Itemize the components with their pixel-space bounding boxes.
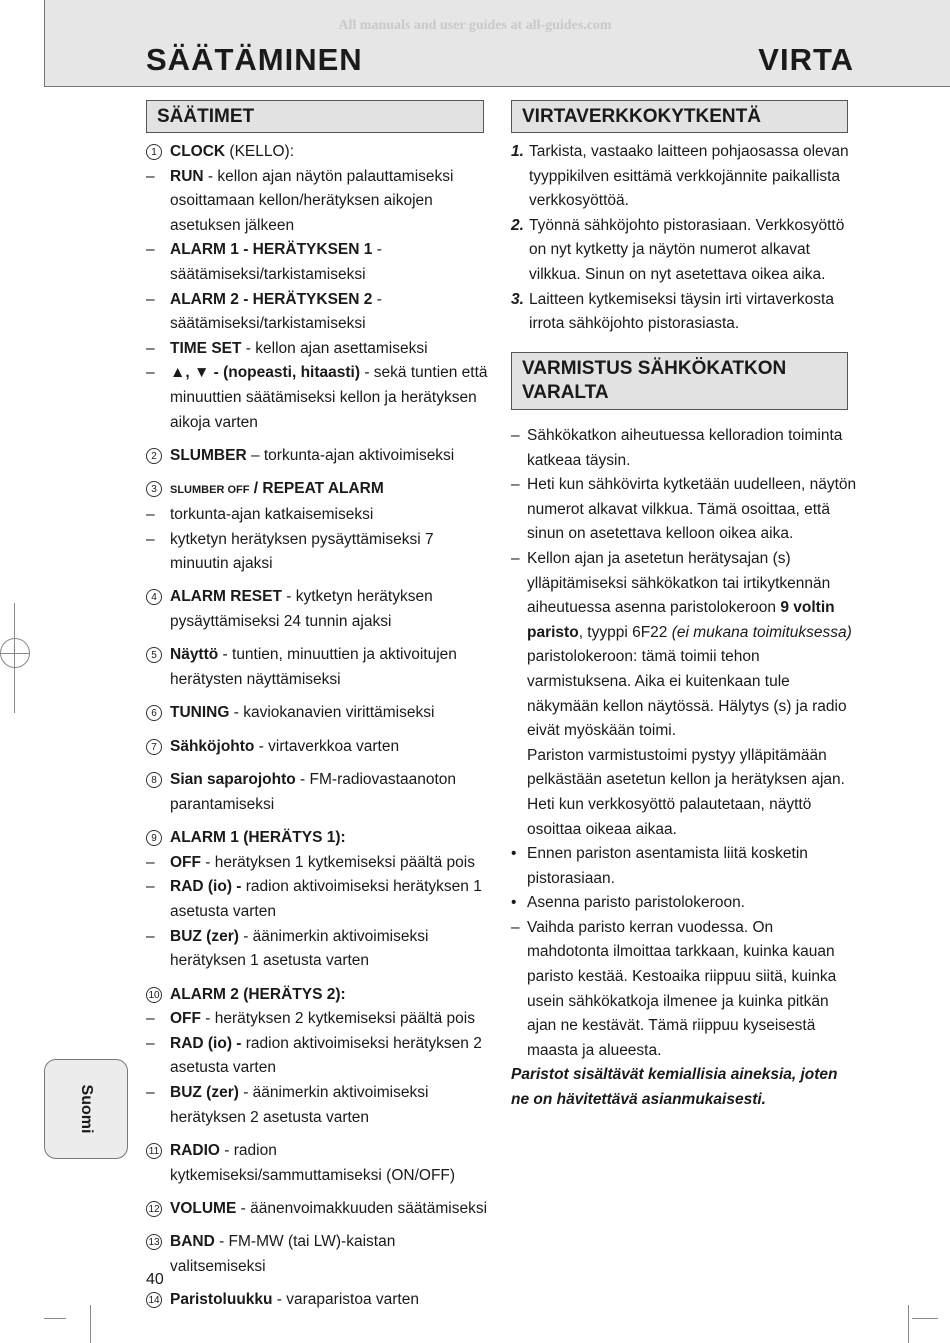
power-failure-heading: VARMISTUS SÄHKÖKATKON VARALTA bbox=[511, 352, 848, 410]
list-item-alarm-2: 10 ALARM 2 (HERÄTYS 2): bbox=[146, 983, 491, 1008]
callout-number: 12 bbox=[146, 1201, 162, 1217]
crop-mark bbox=[912, 1318, 938, 1319]
list-item: • Asenna paristo paristolokeroon. bbox=[511, 891, 859, 916]
list-item: – TIME SET - kellon ajan asettamiseksi bbox=[146, 337, 491, 362]
callout-number: 3 bbox=[146, 481, 162, 497]
list-item: – OFF - herätyksen 1 kytkemiseksi päältä pois bbox=[146, 851, 491, 876]
page-title: SÄÄTÄMINEN bbox=[146, 42, 363, 77]
list-item: – OFF - herätyksen 2 kytkemiseksi päältä pois bbox=[146, 1007, 491, 1032]
step-item: 3. Laitteen kytkemiseksi täysin irti virtaverkosta irrota sähköjohto pistorasiasta. bbox=[511, 290, 834, 333]
list-item-power-cord: 7 Sähköjohto - virtaverkkoa varten bbox=[146, 735, 491, 760]
list-item: – RAD (io) - radion aktivoimiseksi herätyksen 2 asetusta varten bbox=[146, 1032, 491, 1081]
list-item-alarm-1: 9 ALARM 1 (HERÄTYS 1): bbox=[146, 826, 491, 851]
list-item-slumber: 2 SLUMBER – torkunta-ajan aktivoimiseksi bbox=[146, 444, 491, 469]
callout-number: 10 bbox=[146, 987, 162, 1003]
callout-number: 11 bbox=[146, 1143, 162, 1159]
list-item-volume: 12 VOLUME - äänenvoimakkuuden säätämiseksi bbox=[146, 1197, 491, 1222]
list-item: – ALARM 2 - HERÄTYKSEN 2 - säätämiseksi/tarkistamiseksi bbox=[146, 288, 491, 337]
list-item: – torkunta-ajan katkaisemiseksi bbox=[146, 503, 491, 528]
registration-mark bbox=[0, 638, 30, 668]
callout-number: 4 bbox=[146, 589, 162, 605]
callout-number: 14 bbox=[146, 1292, 162, 1308]
list-item: – BUZ (zer) - äänimerkin aktivoimiseksi herätyksen 1 asetusta varten bbox=[146, 925, 491, 974]
step-item: 2. Työnnä sähköjohto pistorasiaan. Verkkosyöttö on nyt kytketty ja näytön numerot alkavat vilkkua. Sinun on nyt asetettava oikea aika. bbox=[511, 216, 845, 283]
list-item: – BUZ (zer) - äänimerkin aktivoimiseksi herätyksen 2 asetusta varten bbox=[146, 1081, 491, 1130]
list-item: – RAD (io) - radion aktivoimiseksi herätyksen 1 asetusta varten bbox=[146, 875, 491, 924]
crop-mark bbox=[44, 1318, 66, 1319]
callout-number: 13 bbox=[146, 1234, 162, 1250]
callout-number: 2 bbox=[146, 448, 162, 464]
callout-number: 7 bbox=[146, 739, 162, 755]
list-item: – ▲, ▼ - (nopeasti, hitaasti) - sekä tuntien että minuuttien säätämiseksi kellon ja herätyksen aikoja varten bbox=[146, 361, 491, 435]
arrow-up-down-icon: ▲, ▼ bbox=[170, 364, 210, 382]
mains-connection-heading: VIRTAVERKKOKYTKENTÄ bbox=[511, 100, 848, 133]
paragraph: Heti kun verkkosyöttö palautetaan, näyttö osoittaa oikeaa aikaa. bbox=[527, 795, 812, 838]
callout-number: 8 bbox=[146, 772, 162, 788]
callout-number: 5 bbox=[146, 647, 162, 663]
list-item-display: 5 Näyttö - tuntien, minuuttien ja aktivoitujen herätysten näyttämiseksi bbox=[146, 643, 491, 692]
list-item: – Kellon ajan ja asetetun herätysajan (s) ylläpitämiseksi sähkökatkon tai irtikytkennän aiheutuessa asenna paristolokeroon 9 voltin paristo, tyyppi 6F22 (ei mukana toimituksessa) paristolokeroon: tämä toimii tehon varmistuksena. Aika ei kuitenkaan tule näkymään kellon näytössä. Hälytys (s) ja radio eivät myöskään toimi. bbox=[511, 547, 859, 744]
list-item-clock: 1 CLOCK (KELLO): bbox=[146, 140, 491, 165]
list-item: – kytketyn herätyksen pysäyttämiseksi 7 minuutin ajaksi bbox=[146, 528, 491, 577]
callout-number: 1 bbox=[146, 144, 162, 160]
crop-mark bbox=[90, 1305, 91, 1343]
list-item: • Ennen pariston asentamista liitä kosketin pistorasiaan. bbox=[511, 842, 859, 891]
page-number: 40 bbox=[146, 1271, 164, 1288]
callout-number: 9 bbox=[146, 830, 162, 846]
power-failure-body bbox=[511, 424, 859, 1113]
list-item-slumber-off: 3 SLUMBER OFF / REPEAT ALARM bbox=[146, 477, 491, 503]
list-item: – Vaihda paristo kerran vuodessa. On mahdotonta ilmoittaa tarkkaan, kuinka kauan paristo kestää. Kestoaika riippuu siitä, kuinka usein sähkökatkoja ilmenee ja kuinka pitkän ajan ne kestävät. Tämä riippuu kyseisestä maasta ja alueesta. bbox=[511, 916, 859, 1064]
controls-list bbox=[146, 140, 491, 1313]
watermark: All manuals and user guides at all-guides.com bbox=[338, 18, 612, 33]
section-title: VIRTA bbox=[758, 42, 854, 77]
crop-mark bbox=[908, 1305, 909, 1343]
paragraph: Pariston varmistustoimi pystyy ylläpitämään pelkästään asetetun kellon ja herätyksen ajan. bbox=[527, 746, 845, 789]
list-item-antenna: 8 Sian saparojohto - FM-radiovastaanoton parantamiseksi bbox=[146, 768, 491, 817]
list-item: – Sähkökatkon aiheutuessa kelloradion toiminta katkeaa täysin. bbox=[511, 424, 859, 473]
list-item: – Heti kun sähkövirta kytketään uudelleen, näytön numerot alkavat vilkkua. Tämä osoittaa, että sinun on asetettava kelloon oikea aika. bbox=[511, 473, 859, 547]
mains-steps bbox=[511, 140, 856, 337]
language-tab-label: Suomi bbox=[78, 1084, 95, 1134]
list-item-band: 13 BAND - FM-MW (tai LW)-kaistan valitsemiseksi bbox=[146, 1230, 491, 1279]
controls-heading: SÄÄTIMET bbox=[146, 100, 484, 133]
step-item: 1. Tarkista, vastaako laitteen pohjaosassa olevan tyyppikilven esittämä verkkojännite paikallista verkkosyöttöä. bbox=[511, 143, 849, 210]
callout-number: 6 bbox=[146, 705, 162, 721]
list-item-battery-door: 14 Paristoluukku - varaparistoa varten bbox=[146, 1288, 491, 1313]
list-item-alarm-reset: 4 ALARM RESET - kytketyn herätyksen pysäyttämiseksi 24 tunnin ajaksi bbox=[146, 585, 491, 634]
list-item: – ALARM 1 - HERÄTYKSEN 1 - säätämiseksi/tarkistamiseksi bbox=[146, 238, 491, 287]
battery-warning: Paristot sisältävät kemiallisia aineksia, joten ne on hävitettävä asianmukaisesti. bbox=[511, 1066, 838, 1109]
list-item: – RUN - kellon ajan näytön palauttamiseksi osoittamaan kellon/herätyksen aikojen asetuksen jälkeen bbox=[146, 165, 491, 239]
language-tab bbox=[44, 1059, 128, 1159]
list-item-radio: 11 RADIO - radion kytkemiseksi/sammuttamiseksi (ON/OFF) bbox=[146, 1139, 491, 1188]
list-item-tuning: 6 TUNING - kaviokanavien virittämiseksi bbox=[146, 701, 491, 726]
